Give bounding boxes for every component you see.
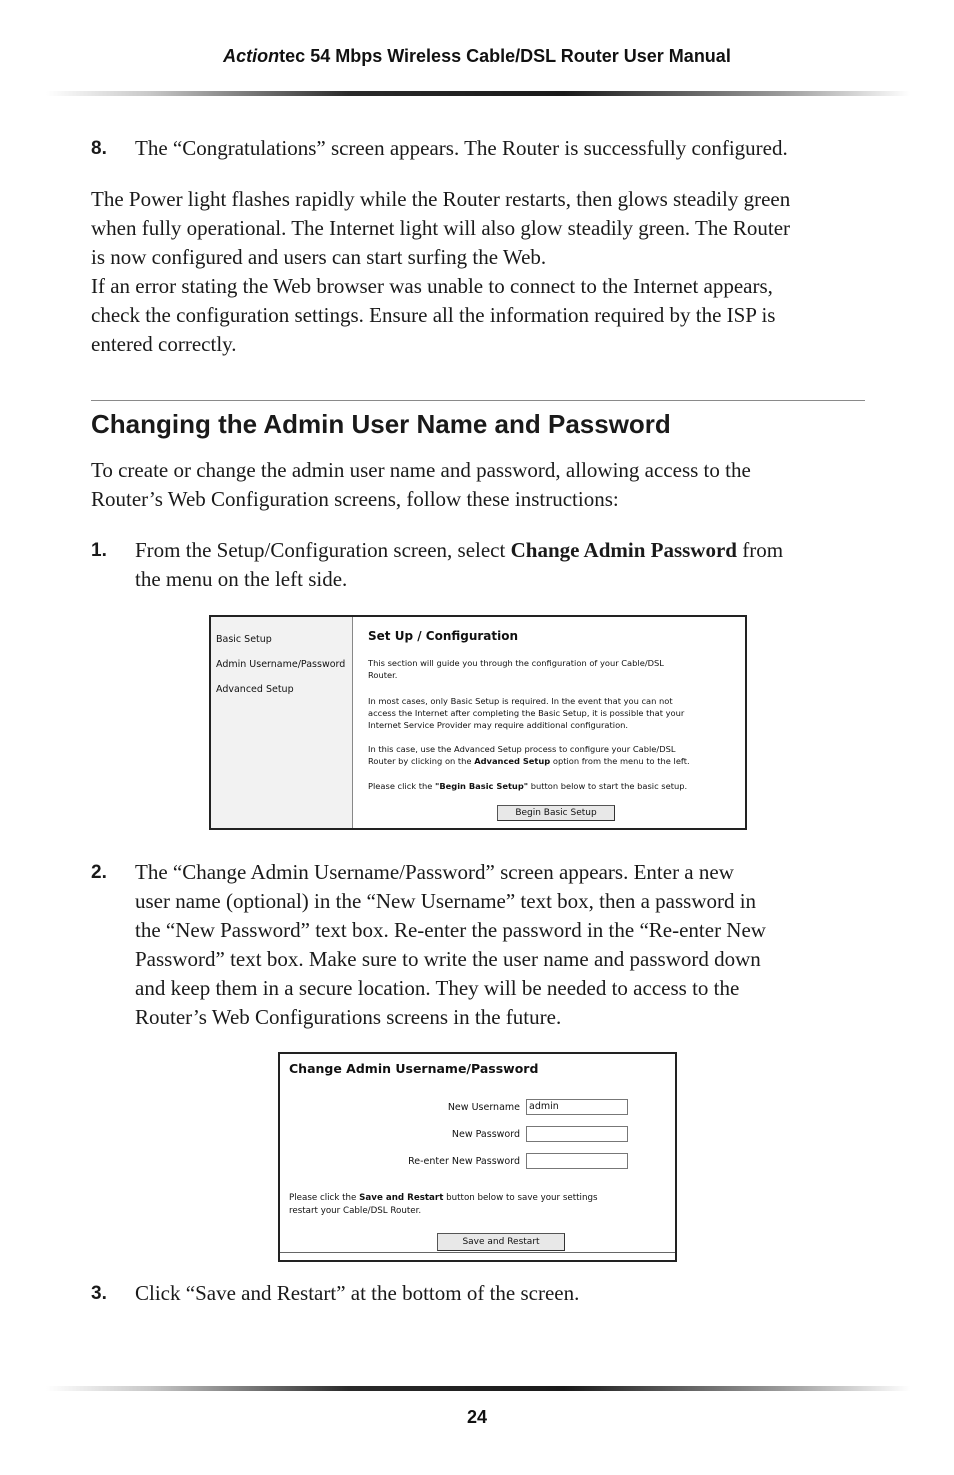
header-title: tec 54 Mbps Wireless Cable/DSL Router User Manual xyxy=(279,46,731,66)
reenter-password-label: Re-enter New Password xyxy=(408,1156,520,1167)
step-2-number: 2. xyxy=(91,862,107,883)
new-username-input[interactable]: admin xyxy=(526,1099,628,1115)
change-admin-title: Change Admin Username/Password xyxy=(289,1061,539,1076)
setup-text-line: In most cases, only Basic Setup is required. In the event that you can not xyxy=(368,696,673,706)
step-2-line: and keep them in a secure location. They will be needed to access to the xyxy=(135,976,740,1000)
step-1-text-bold: Change Admin Password xyxy=(510,538,737,562)
setup-text-span: option from the menu to the left. xyxy=(550,756,690,766)
new-password-input[interactable] xyxy=(526,1126,628,1142)
setup-paragraph-1 xyxy=(368,657,748,681)
step-8-number: 8. xyxy=(91,138,107,159)
setup-configuration-screenshot xyxy=(209,615,747,830)
setup-text-line: Internet Service Provider may require additional configuration. xyxy=(368,720,629,730)
save-note-bold: Save and Restart xyxy=(359,1193,444,1203)
begin-basic-setup-button[interactable]: Begin Basic Setup xyxy=(497,805,615,821)
menu-item-basic-setup[interactable]: Basic Setup xyxy=(216,634,272,645)
step-2-line: The “Change Admin Username/Password” screen appears. Enter a new xyxy=(135,860,734,884)
intro-line: when fully operational. The Internet light will also glow steadily green. The Router xyxy=(91,216,791,240)
setup-text-span: button below to start the basic setup. xyxy=(528,781,688,791)
step-2-line: user name (optional) in the “New Username” text box, then a password in xyxy=(135,889,757,913)
step-1-text-after: from xyxy=(736,538,784,562)
setup-text-line: This section will guide you through the configuration of your Cable/DSL xyxy=(368,658,664,668)
menu-item-advanced-setup[interactable]: Advanced Setup xyxy=(216,684,294,695)
header-rule xyxy=(46,91,910,96)
setup-paragraph-4 xyxy=(368,780,748,792)
setup-text-line: In this case, use the Advanced Setup process to configure your Cable/DSL xyxy=(368,744,676,754)
intro-line: The Power light flashes rapidly while the Router restarts, then glows steadily green xyxy=(91,187,791,211)
page-number: 24 xyxy=(466,1407,488,1427)
step-2-line: the “New Password” text box. Re-enter the password in the “Re-enter New xyxy=(135,918,766,942)
setup-text-span: Please click the xyxy=(368,781,435,791)
new-username-label: New Username xyxy=(447,1102,520,1113)
setup-text-span: Router by clicking on the xyxy=(368,756,475,766)
setup-paragraph-2 xyxy=(368,695,748,731)
footer-rule xyxy=(46,1386,910,1391)
setup-text-line: Router. xyxy=(368,670,398,680)
section-intro-line: Router’s Web Configuration screens, follow these instructions: xyxy=(91,487,619,511)
setup-text-bold: "Begin Basic Setup" xyxy=(435,781,529,791)
setup-paragraph-3 xyxy=(368,743,748,767)
save-note-span: Please click the xyxy=(289,1193,360,1203)
save-and-restart-button[interactable]: Save and Restart xyxy=(437,1233,565,1251)
step-3-number: 3. xyxy=(91,1283,107,1304)
reenter-password-input[interactable] xyxy=(526,1153,628,1169)
running-header xyxy=(0,46,954,67)
step-2-line: Password” text box. Make sure to write the user name and password down xyxy=(135,947,761,971)
section-heading: Changing the Admin User Name and Password xyxy=(91,409,671,439)
step-1-text xyxy=(135,536,783,594)
setup-text-line xyxy=(368,755,748,767)
step-1-text-before: From the Setup/Configuration screen, select xyxy=(135,538,511,562)
save-note-span: button below to save your settings xyxy=(443,1193,598,1203)
setup-sidebar-menu xyxy=(211,617,353,828)
new-password-label: New Password xyxy=(451,1129,520,1140)
intro-line: check the configuration settings. Ensure all the information required by the ISP is xyxy=(91,303,776,327)
step-8-text: The “Congratulations” screen appears. The Router is successfully configured. xyxy=(135,136,788,160)
step-2-line: Router’s Web Configurations screens in the future. xyxy=(135,1005,562,1029)
intro-line: If an error stating the Web browser was unable to connect to the Internet appears, xyxy=(91,274,773,298)
advanced-setup-link-text: Advanced Setup xyxy=(474,756,551,766)
intro-line: entered correctly. xyxy=(91,332,237,356)
step-3-text: Click “Save and Restart” at the bottom of the screen. xyxy=(135,1281,580,1305)
step-1-line-2: the menu on the left side. xyxy=(135,567,348,591)
change-admin-screenshot xyxy=(278,1052,677,1262)
save-note-line-2: restart your Cable/DSL Router. xyxy=(289,1206,422,1216)
step-1-number: 1. xyxy=(91,540,107,561)
intro-paragraph xyxy=(91,185,790,359)
section-divider xyxy=(91,400,865,401)
setup-main-panel xyxy=(354,617,745,828)
setup-title: Set Up / Configuration xyxy=(368,629,519,643)
section-intro xyxy=(91,456,751,514)
intro-line: is now configured and users can start surfing the Web. xyxy=(91,245,547,269)
step-2-text xyxy=(135,858,766,1032)
admin-panel-bottom-rule xyxy=(280,1252,675,1253)
section-intro-line: To create or change the admin user name and password, allowing access to the xyxy=(91,458,751,482)
setup-text-line: access the Internet after completing the Basic Setup, it is possible that your xyxy=(368,708,685,718)
save-note-line-1 xyxy=(289,1192,679,1204)
header-brand: Action xyxy=(223,46,280,66)
menu-item-admin-username-password[interactable]: Admin Username/Password xyxy=(216,659,346,670)
